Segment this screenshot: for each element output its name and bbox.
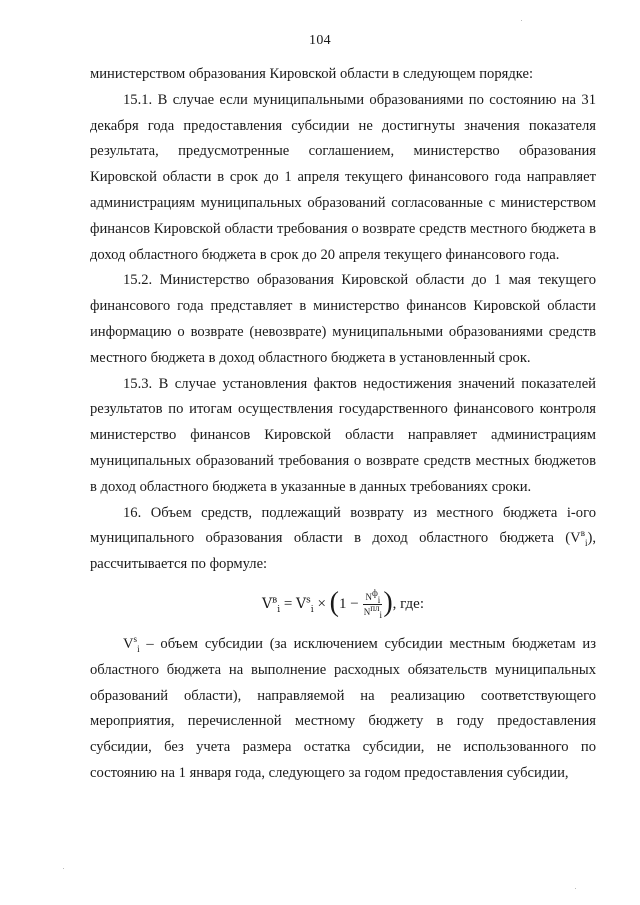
formula-open-paren: ( (329, 586, 339, 618)
page-number: 104 (309, 33, 331, 48)
document-body (90, 62, 596, 787)
paragraph-16-tail: рассчитывается по формуле: (90, 556, 268, 573)
fraction-numerator: $N^ф_i$ (365, 588, 381, 605)
paragraph-15-2: 15.2. Министерство образования Кировской области до 1 мая текущего финансового года представляет в министерство финансов Кировской области информацию о возврате (невозврате) муниципальными образованиями средств местного бюджета в доход областного бюджета в установленный срок. (90, 272, 596, 366)
fraction-denominator: $N^{пл}_i$ (363, 603, 383, 620)
formula-one-minus: 1 − (338, 595, 359, 612)
formula-times: × (317, 595, 326, 612)
formula (90, 582, 596, 626)
paragraph-15-3: 15.3. В случае установления фактов недостижения значений показателей результатов по итогам осуществления государственного финансового контроля министерство финансов Кировской области направляет администрациям муниципальных образований требования о возврате средств местных бюджетов в доход областного бюджета в указанные в данных требованиях сроки. (90, 375, 596, 495)
formula-equals: = (283, 595, 293, 612)
formula-lhs: $V^в_i$ (261, 595, 281, 615)
inline-variable: $V^в_i$ (570, 528, 588, 549)
paragraph-16-text: 16. Объем средств, подлежащий возврату из местного бюджета i-ого муниципального образования области в доход областного бюджета ( (90, 504, 596, 547)
paragraph-intro: министерством образования Кировской области в следующем порядке: (90, 66, 534, 82)
formula-close-paren: ) (383, 586, 393, 618)
scan-artifact (521, 20, 522, 21)
formula-fraction (363, 588, 383, 620)
scan-artifact (575, 888, 576, 889)
definition-variable: $V^s_i$ (123, 634, 140, 654)
paragraph-16: 16. Объем средств, подлежащий возврату из местного бюджета i-ого муниципального образования области в доход областного бюджета $(V^в_i)$, рассчитывается по формуле: (90, 504, 596, 573)
paragraph-vis-definition (90, 632, 596, 787)
definition-text: – объем субсидии (за исключением субсидии местным бюджетам из областного бюджета на выполнение расходных обязательств муниципальных образований области), направляемой на реализацию соответствующего мероприятия, перечисленной местному бюджету в году предоставления субсидии, без учета размера остатка субсидии, не использованного по состоянию на 1 января года, следующего за годом предоставления субсидии, (90, 635, 596, 781)
formula-suffix: , где: (392, 595, 425, 612)
scan-artifact (63, 868, 64, 869)
formula-rhs-var: $V^s_i$ (296, 595, 314, 615)
paragraph-15-1: 15.1. В случае если муниципальными образованиями по состоянию на 31 декабря года предоставления субсидии не достигнуты значения показателя результата, предусмотренные соглашением, министерство образования Кировской области в срок до 1 апреля текущего финансового года направляет администрациям муниципальных образований согласованные с министерством финансов Кировской области требования о возврате средств местного бюджета в доход областного бюджета в срок до 20 апреля текущего финансового года. (90, 91, 596, 263)
